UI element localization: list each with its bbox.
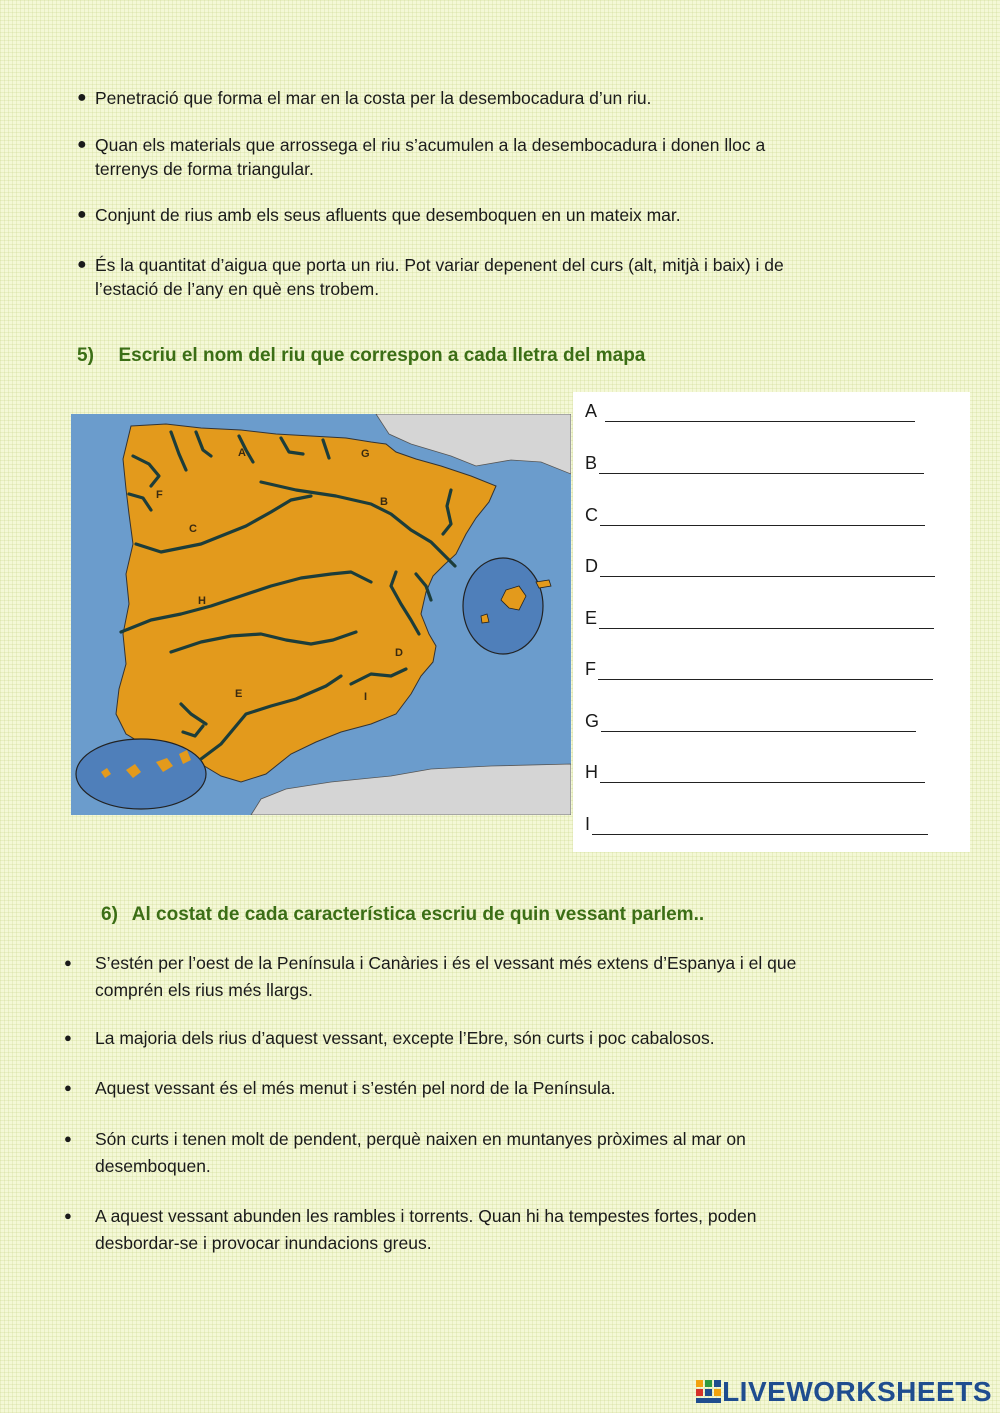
map-letter-i: I [364,691,368,703]
section-5-heading [77,345,645,367]
list-item [64,1076,944,1100]
section-6-title: Al costat de cada característica escriu de quin vessant parlem.. [131,904,705,925]
map-letter-g: G [361,448,370,460]
map-letter-f: F [156,489,163,501]
answer-row-d [585,553,935,577]
bullet-icon: ● [77,136,87,153]
answer-label: C [585,505,598,525]
bullet-icon: ● [64,955,72,970]
bullet-icon: ● [77,206,87,223]
answer-input-d[interactable] [600,558,935,577]
iberian-peninsula [116,424,496,782]
answer-input-e[interactable] [599,610,934,629]
section-6-heading [101,904,704,926]
list-item [77,253,937,301]
answer-input-b[interactable] [599,455,924,474]
answer-row-b [585,450,924,474]
canary-inset [76,739,206,809]
africa-land [251,764,571,815]
section-6-number: 6) [101,904,118,925]
answer-row-a [585,398,915,422]
list-item-text: S’estén per l’oest de la Península i Canàries i és el vessant més extens d’Espanya i el que [95,953,797,973]
bullet-icon: ● [64,1131,72,1146]
section-5-title: Escriu el nom del riu que correspon a cada lletra del mapa [118,345,646,366]
answer-label: E [585,608,598,628]
list-item-text: comprén els rius més llargs. [95,980,313,1000]
list-item-text: A aquest vessant abunden les rambles i torrents. Quan hi ha tempestes fortes, poden [95,1206,757,1226]
list-item [64,1127,944,1178]
bullet-icon: ● [77,89,87,106]
list-item-text: Aquest vessant és el més menut i s’estén pel nord de la Península. [95,1078,616,1098]
list-item-text: És la quantitat d’aigua que porta un riu. Pot variar depenent del curs (alt, mitjà i baix) i de [95,255,784,275]
balearic-inset [463,558,543,654]
list-item [77,133,937,181]
answer-input-i[interactable] [592,816,928,835]
map-letter-h: H [198,595,206,607]
map-svg [71,414,571,815]
section-5-number: 5) [77,345,94,366]
list-item [64,1204,944,1255]
map-letter-e: E [235,688,243,700]
list-item-text: terrenys de forma triangular. [95,159,314,179]
map-letter-a: A [238,447,246,459]
answer-label: B [585,453,598,473]
map-letter-b: B [380,496,388,508]
answer-input-g[interactable] [601,713,916,732]
answer-label: D [585,556,598,576]
list-item [77,86,937,110]
brand-text: LIVEWORKSHEETS [722,1376,992,1407]
list-item [64,951,944,1002]
list-item-text: l’estació de l’any en què ens trobem. [95,279,380,299]
list-item [77,203,937,227]
answer-row-h [585,759,925,783]
menorca-island [536,580,551,588]
list-item-text: Penetració que forma el mar en la costa per la desembocadura d’un riu. [95,88,652,108]
spain-rivers-map [71,414,571,815]
bullet-icon: ● [64,1030,72,1045]
answer-label: G [585,711,600,731]
answer-input-f[interactable] [598,661,933,680]
answer-input-a[interactable] [605,403,915,422]
list-item [64,1026,944,1050]
answer-row-i [585,811,928,835]
answer-input-c[interactable] [600,507,925,526]
answer-label: A [585,401,598,421]
list-item-text: desbordar-se i provocar inundacions greus. [95,1233,432,1253]
liveworksheets-brand[interactable] [696,1376,992,1408]
list-item-text: La majoria dels rius d’aquest vessant, excepte l’Ebre, són curts i poc cabalosos. [95,1028,715,1048]
answer-row-g [585,708,916,732]
bullet-icon: ● [64,1080,72,1095]
answer-label: F [585,659,596,679]
liveworksheets-logo-icon [696,1380,722,1404]
answer-row-c [585,502,925,526]
list-item-text: Conjunt de rius amb els seus afluents que desemboquen en un mateix mar. [95,205,681,225]
answer-input-h[interactable] [600,764,925,783]
list-item-text: Quan els materials que arrossega el riu s’acumulen a la desembocadura i donen lloc a [95,135,766,155]
bullet-icon: ● [64,1208,72,1223]
bullet-icon: ● [77,256,87,273]
answer-label: I [585,814,591,834]
list-item-text: desemboquen. [95,1156,211,1176]
answer-row-e [585,605,934,629]
answer-row-f [585,656,933,680]
list-item-text: Són curts i tenen molt de pendent, perquè naixen en muntanyes pròximes al mar on [95,1129,746,1149]
answer-panel [573,392,970,852]
map-letter-d: D [395,647,403,659]
answer-label: H [585,762,598,782]
map-letter-c: C [189,523,197,535]
